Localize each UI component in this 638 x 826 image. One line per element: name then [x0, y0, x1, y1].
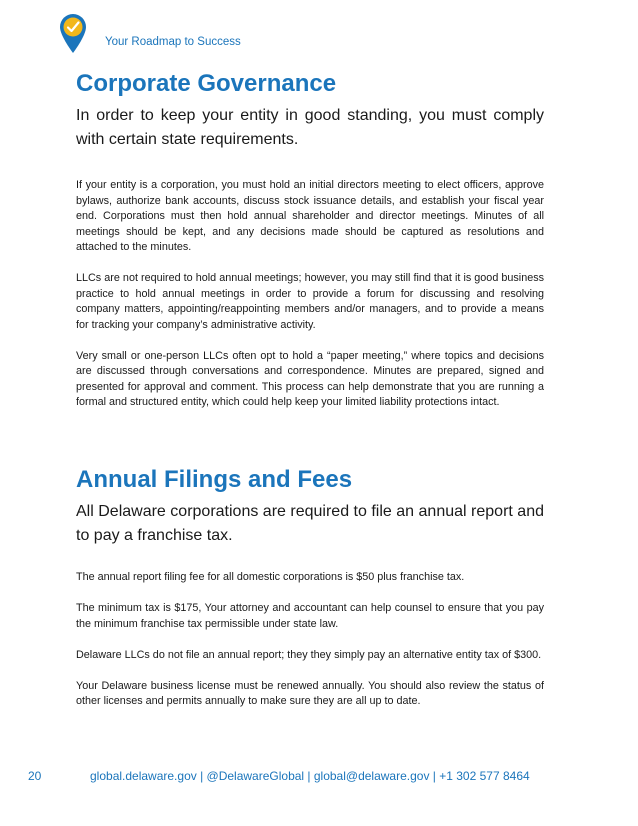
- section-body-annual-filings: [76, 570, 544, 710]
- paragraph: The annual report filing fee for all domestic corporations is $50 plus franchise tax.: [76, 571, 465, 583]
- section-lead-annual-filings: All Delaware corporations are required to file an annual report and to pay a franchise tax.: [76, 503, 544, 544]
- paragraph: Your Delaware business license must be renewed annually. You should also review the status of other licenses and permits annually to make sure they are all up to date.: [76, 679, 544, 707]
- paragraph: Very small or one-person LLCs often opt to hold a “paper meeting,” where topics and decisions are discussed through conversations and correspondence. Minutes are prepared, signed and presented for approval and comment. This process can help demonstrate that you are running a formal and structured entity, which could help keep your limited liability protections intact.: [76, 349, 544, 408]
- section-title-corporate-governance: Corporate Governance: [76, 70, 337, 97]
- paragraph: LLCs are not required to hold annual meetings; however, you may still find that it is good business practice to hold annual meetings in order to provide a forum for discussing and resolving company matters, appointing/reappointing members and/or managers, and to provide a means for tracking your company’s administrative activity.: [76, 272, 544, 331]
- section-title-annual-filings: Annual Filings and Fees: [76, 466, 353, 493]
- page-number: 20: [28, 769, 42, 783]
- paragraph: Delaware LLCs do not file an annual report; they they simply pay an alternative entity tax of $300.: [76, 648, 542, 661]
- paragraph: If your entity is a corporation, you must hold an initial directors meeting to elect officers, approve bylaws, authorize bank accounts, discuss stock issuance details, and establish your fiscal year end. Corporations must then hold annual shareholder and director meetings. Minutes of all meetings should be kept, and any decisions made should be captured as resolutions and attached to the minutes.: [76, 179, 544, 253]
- section-body-corporate-governance: [76, 178, 544, 411]
- paragraph: The minimum tax is $175, Your attorney and accountant can help counsel to ensure that you pay the minimum franchise tax permissible under state law.: [76, 602, 544, 630]
- footer-contact-links: global.delaware.gov | @DelawareGlobal | global@delaware.gov | +1 302 577 8464: [90, 769, 530, 783]
- section-lead-corporate-governance: In order to keep your entity in good standing, you must comply with certain state requirements.: [76, 107, 544, 148]
- map-pin-checkmark-icon: [58, 12, 88, 54]
- header-tagline: Your Roadmap to Success: [105, 36, 241, 48]
